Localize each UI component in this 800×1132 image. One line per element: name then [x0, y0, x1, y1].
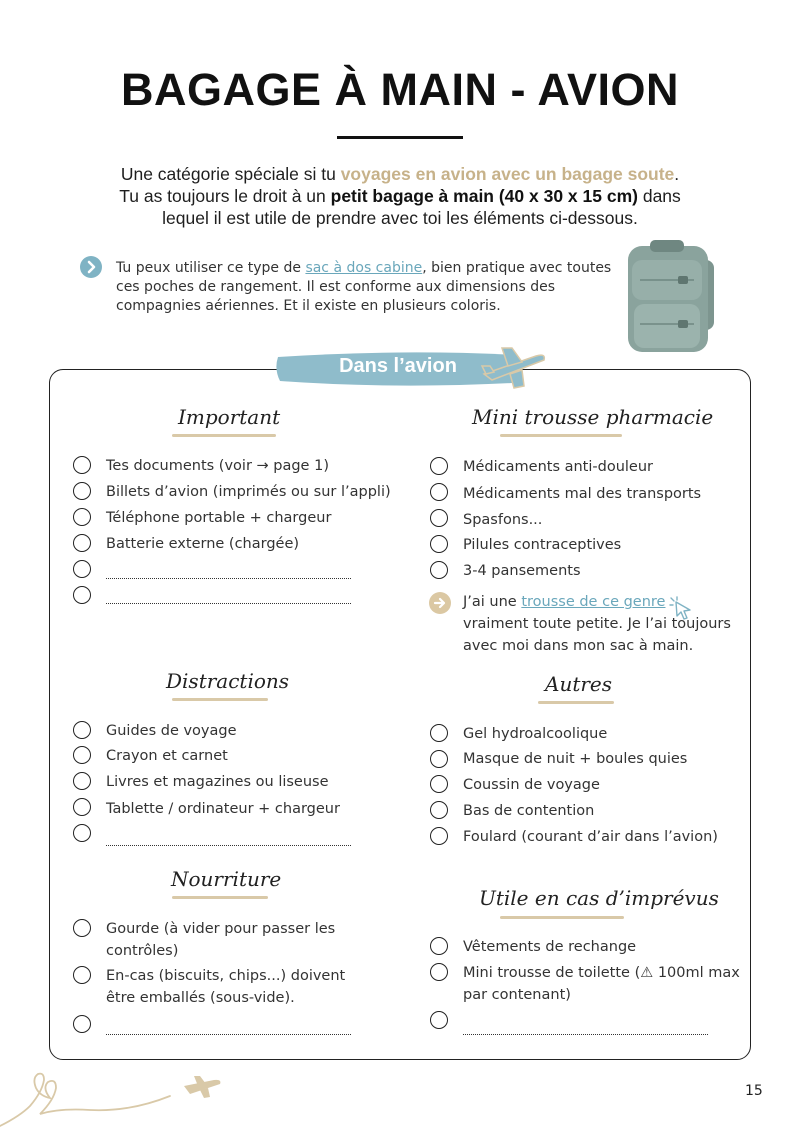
title-underline	[172, 698, 268, 701]
checkbox[interactable]	[430, 561, 448, 579]
checkbox[interactable]	[430, 801, 448, 819]
section-title-pharmacie: Mini trousse pharmacie	[472, 405, 714, 429]
title-underline	[172, 896, 268, 899]
checkbox[interactable]	[73, 1015, 91, 1033]
list-item: Mini trousse de toilette (⚠ 100ml max par contenant)	[463, 965, 740, 1003]
checkbox[interactable]	[73, 586, 91, 604]
checkbox[interactable]	[430, 724, 448, 742]
list-item: Spasfons...	[463, 512, 543, 528]
blank-line[interactable]	[463, 1034, 708, 1035]
backpack-link[interactable]: sac à dos cabine	[305, 260, 423, 276]
section-title-imprevus: Utile en cas d’imprévus	[479, 886, 719, 910]
list-item: Livres et magazines ou liseuse	[106, 774, 329, 790]
section-title-nourriture: Nourriture	[171, 867, 282, 891]
blank-line[interactable]	[106, 1034, 351, 1035]
checkbox[interactable]	[430, 483, 448, 501]
list-item: Foulard (courant d’air dans l’avion)	[463, 829, 718, 845]
list-item: Masque de nuit + boules quies	[463, 751, 688, 767]
checkbox[interactable]	[73, 966, 91, 984]
page-title: BAGAGE À MAIN - AVION	[121, 64, 679, 115]
blank-line[interactable]	[106, 603, 351, 604]
blank-line[interactable]	[106, 845, 351, 846]
checkbox[interactable]	[430, 827, 448, 845]
cursor-click-icon	[668, 596, 698, 622]
list-item: Coussin de voyage	[463, 777, 600, 793]
title-underline	[172, 434, 276, 437]
checkbox[interactable]	[73, 824, 91, 842]
checkbox[interactable]	[73, 798, 91, 816]
checkbox[interactable]	[430, 457, 448, 475]
airplane-icon	[478, 344, 550, 390]
title-underline	[500, 434, 622, 437]
title-divider	[337, 136, 463, 139]
checkbox[interactable]	[430, 509, 448, 527]
checkbox[interactable]	[430, 963, 448, 981]
list-item: En-cas (biscuits, chips...) doivent être emballés (sous-vide).	[106, 968, 346, 1006]
checkbox[interactable]	[430, 1011, 448, 1029]
section-title-autres: Autres	[545, 672, 613, 696]
checkbox[interactable]	[430, 937, 448, 955]
chevron-right-icon	[80, 256, 102, 278]
backpack-image[interactable]	[620, 238, 730, 356]
list-item: Pilules contraceptives	[463, 537, 622, 553]
list-item: Batterie externe (chargée)	[106, 536, 300, 552]
checkbox[interactable]	[73, 919, 91, 937]
list-item: Médicaments mal des transports	[463, 486, 702, 502]
checkbox[interactable]	[73, 482, 91, 500]
list-item: Crayon et carnet	[106, 748, 228, 764]
checkbox[interactable]	[73, 456, 91, 474]
checkbox[interactable]	[430, 535, 448, 553]
list-item: Bas de contention	[463, 803, 595, 819]
list-item: Gel hydroalcoolique	[463, 726, 608, 742]
pharmacie-note: J’ai une trousse de ce genre vraiment toute petite. Je l’ai toujours avec moi dans mon sac à main.	[463, 594, 731, 654]
checkbox[interactable]	[430, 750, 448, 768]
list-item: Tablette / ordinateur + chargeur	[106, 801, 340, 817]
checkbox[interactable]	[73, 746, 91, 764]
title-underline	[500, 916, 624, 919]
checkbox[interactable]	[73, 560, 91, 578]
checkbox[interactable]	[430, 775, 448, 793]
list-item: Billets d’avion (imprimés ou sur l’appli)	[106, 484, 391, 500]
arrow-right-icon	[429, 592, 451, 614]
checkbox[interactable]	[73, 508, 91, 526]
page-number: 15	[745, 1083, 763, 1099]
checkbox[interactable]	[73, 721, 91, 739]
list-item: Téléphone portable + chargeur	[106, 510, 332, 526]
blank-line[interactable]	[106, 578, 351, 579]
intro-bold: petit bagage à main (40 x 30 x 15 cm)	[330, 186, 638, 206]
pharmacy-kit-link[interactable]: trousse de ce genre	[521, 594, 666, 610]
list-item: Tes documents (voir → page 1)	[106, 458, 329, 474]
intro-paragraph: Une catégorie spéciale si tu voyages en avion avec un bagage soute. Tu as toujours le droit à un petit bagage à main (40 x 30 x 15 cm) dans lequel il est utile de prendre avec toi les éléments ci-dessous.	[119, 164, 681, 228]
checkbox[interactable]	[73, 772, 91, 790]
tip-paragraph: Tu peux utiliser ce type de sac à dos cabine, bien pratique avec toutes ces poches de rangement. Il est conforme aux dimensions des compagnies aériennes. Et il existe en plusieurs coloris.	[116, 260, 612, 314]
title-underline	[538, 701, 614, 704]
list-item: 3-4 pansements	[463, 563, 581, 579]
list-item: Guides de voyage	[106, 723, 237, 739]
checkbox[interactable]	[73, 534, 91, 552]
list-item: Vêtements de rechange	[463, 939, 637, 955]
section-title-distractions: Distractions	[166, 669, 290, 693]
list-item: Médicaments anti-douleur	[463, 459, 653, 475]
section-title-important: Important	[178, 405, 281, 429]
list-item: Gourde (à vider pour passer les contrôles)	[106, 921, 336, 959]
banner-title: Dans l’avion	[339, 355, 457, 377]
intro-highlight: voyages en avion avec un bagage soute	[340, 164, 675, 184]
heart-plane-decoration	[0, 1066, 230, 1132]
